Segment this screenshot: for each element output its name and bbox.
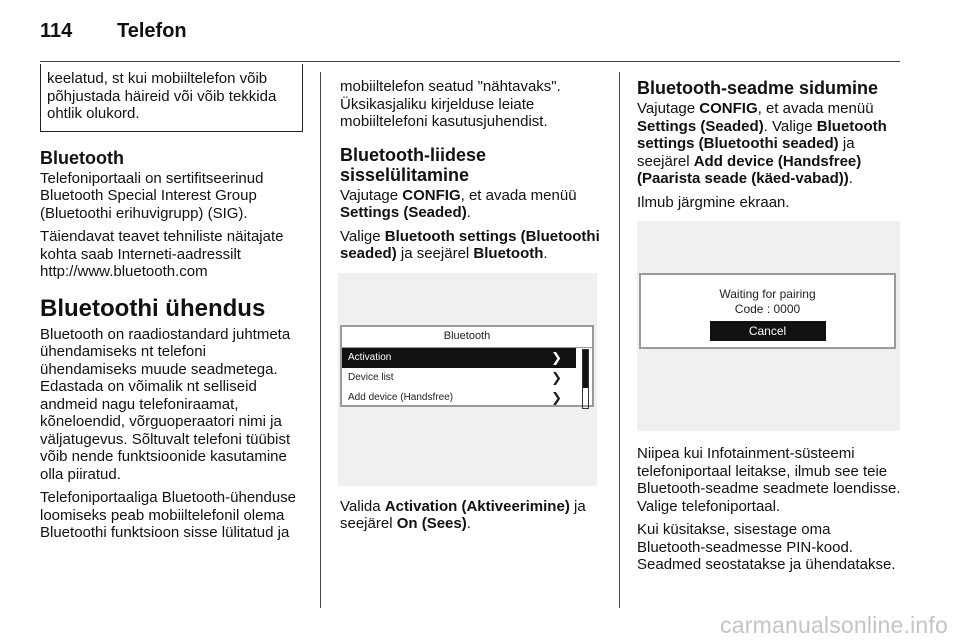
bluetooth-menu-title: Bluetooth xyxy=(342,327,592,348)
heading-bluetooth-connection: Bluetoothi ühendus xyxy=(40,294,266,322)
pairing-code-text: Code : 0000 xyxy=(734,302,801,316)
waiting-for-pairing-text: Waiting for pairing xyxy=(719,287,816,301)
heading-device-pairing: Bluetooth-seadme sidumine xyxy=(637,78,879,98)
paragraph-select-bluetooth: Valige Bluetooth settings (Bluetoothi seaded) ja seejärel Bluetooth. xyxy=(340,227,600,262)
paragraph-more-info: Täiendavat teavet tehniliste näitajate kohta saab Interneti-aadressilt http://www.bluetooth.com xyxy=(40,228,284,280)
paragraph-visibility: mobiiltelefon seatud "nähtavaks". Üksikasjaliku kirjelduse leiate mobiiltelefoni kasutusjuhendist. xyxy=(340,78,561,130)
paragraph-portal-found: Niipea kui Infotainment-süsteemi telefoniportaal leitakse, ilmub see teie Bluetooth-seadme seadmete loendisse. Valige telefoniportaal. xyxy=(637,445,901,515)
warning-text: keelatud, st kui mobiiltelefon võib põhjustada häireid või võib tekkida ohtlik olukord. xyxy=(47,70,277,122)
bluetooth-menu-figure xyxy=(338,273,597,486)
pairing-screen xyxy=(639,273,896,349)
cancel-button: Cancel xyxy=(710,321,826,341)
menu-item-activation: Activation ❯ xyxy=(342,348,576,368)
bluetooth-menu-screen xyxy=(340,325,594,407)
menu-item-device-list: Device list ❯ xyxy=(342,368,576,388)
scrollbar-icon xyxy=(582,349,589,409)
chevron-right-icon: ❯ xyxy=(551,389,562,405)
paragraph-bluetooth-standard: Bluetooth on raadiostandard juhtmeta ühendamiseks nt telefoni ühendamiseks muude seadmetega. Edastada on võimalik nt selliseid andmeid nagu telefoniraamat, kõneloendid, võrguoperaatori nimi ja väljatugevus. Sõltuvalt telefoni tüübist võib nende funktsioonide kasutamine olla piiratud. xyxy=(40,325,291,483)
watermark: carmanualsonline.info xyxy=(720,612,948,638)
warning-box xyxy=(40,64,303,132)
menu-item-add-device: Add device (Handsfree) ❯ xyxy=(342,388,576,408)
column-3 xyxy=(637,78,902,580)
paragraph-enter-pin: Kui küsitakse, sisestage oma Bluetooth-seadmesse PIN-kood. Seadmed seostatakse ja ühendatakse. xyxy=(637,521,896,573)
heading-bluetooth: Bluetooth xyxy=(40,147,124,168)
column-2 xyxy=(340,78,602,539)
header-rule xyxy=(40,61,900,62)
column-divider-2 xyxy=(619,72,620,608)
pairing-figure xyxy=(637,221,900,431)
column-1 xyxy=(40,64,303,548)
paragraph-screen-appears: Ilmub järgmine ekraan. xyxy=(637,193,790,211)
heading-bluetooth-switch-on: Bluetooth-liidese sisselülitamine xyxy=(340,144,487,185)
chevron-right-icon: ❯ xyxy=(551,349,562,365)
column-divider-1 xyxy=(320,72,321,608)
paragraph-select-activation: Valida Activation (Aktiveerimine) ja seejärel On (Sees). xyxy=(340,497,586,532)
paragraph-pairing-steps: Vajutage CONFIG, et avada menüü Settings (Seaded). Valige Bluetooth settings (Bluetoothi seaded) ja seejärel Add device (Handsfree) (Paarista seade (käed-vabad)). xyxy=(637,100,887,187)
paragraph-connection-requirement: Telefoniportaaliga Bluetooth-ühenduse loomiseks peab mobiiltelefonil olema Bluetoothi funktsioon sisse lülitatud ja xyxy=(40,489,297,541)
paragraph-press-config: Vajutage CONFIG, et avada menüü Settings (Seaded). xyxy=(340,186,577,221)
paragraph-certification: Telefoniportaali on sertifitseerinud Bluetooth Special Interest Group (Bluetoothi erihuvigrupp) (SIG). xyxy=(40,169,264,222)
page-number: 114 xyxy=(40,20,73,42)
chevron-right-icon: ❯ xyxy=(551,369,562,385)
page-header-title: Telefon xyxy=(117,20,187,42)
